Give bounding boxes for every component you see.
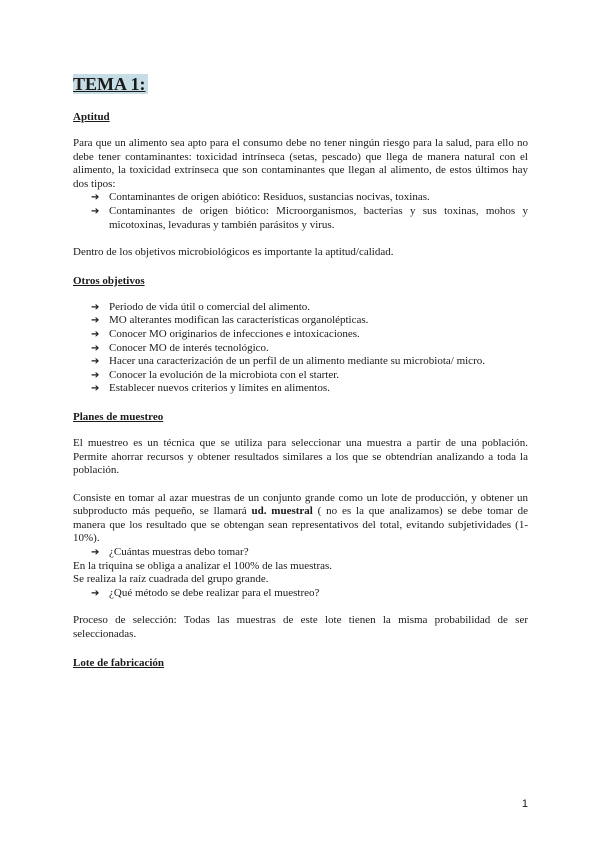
arrow-icon: ➔ — [91, 547, 100, 559]
list-item: ➔ Conocer MO de interés tecnológico. — [91, 341, 269, 354]
list-item: ➔ Contaminantes de origen biótico: Microorganismos, bacterias y sus toxinas, mohos y micotoxinas, levaduras y también parásitos y virus. — [91, 204, 528, 231]
section-heading-lote: Lote de fabricación — [73, 656, 165, 669]
list-item: ➔ Contaminantes de origen abiótico: Residuos, sustancias nocivas, toxinas. — [91, 191, 430, 204]
arrow-icon: ➔ — [91, 315, 100, 327]
planes-question-1 — [73, 546, 528, 560]
section-heading-planes: Planes de muestreo — [73, 410, 164, 423]
arrow-icon: ➔ — [91, 369, 100, 381]
planes-line-1: En la triquina se obliga a analizar el 100% de las muestras. — [73, 559, 333, 572]
aptitud-closing: Dentro de los objetivos microbiológicos es importante la aptitud/calidad. — [73, 246, 394, 259]
page-title: TEMA 1: — [73, 74, 146, 94]
otros-list — [73, 301, 528, 396]
arrow-icon: ➔ — [91, 587, 100, 599]
section-heading-otros: Otros objetivos — [73, 274, 145, 287]
list-item: ➔ Hacer una caracterización de un perfil de un alimento mediante su microbiota/ micro. — [91, 355, 485, 368]
section-heading-aptitud: Aptitud — [73, 111, 110, 123]
planes-line-2: Se realiza la raíz cuadrada del grupo grande. — [73, 573, 269, 586]
arrow-icon: ➔ — [91, 301, 100, 313]
arrow-icon: ➔ — [91, 356, 100, 368]
list-item: ➔ MO alterantes modifican las características organolépticas. — [91, 314, 369, 327]
list-item: ➔ ¿Cuántas muestras debo tomar? — [91, 546, 249, 559]
aptitud-paragraph: Para que un alimento sea apto para el consumo debe no tener ningún riesgo para la salud, para ello no debe tener contaminantes: toxicidad intrínseca (setas, pescado) que llega de manera natural con el alimento, la toxicidad extrínseca que son contaminantes que llegan al alimento, de estos últimos hay dos tipos: — [73, 137, 528, 190]
arrow-icon: ➔ — [91, 192, 100, 204]
arrow-icon: ➔ — [91, 205, 100, 217]
list-item: ➔ Conocer MO originarios de infecciones e intoxicaciones. — [91, 327, 360, 340]
aptitud-list — [73, 191, 528, 232]
list-item: ➔ Conocer la evolución de la microbiota con el starter. — [91, 368, 340, 381]
list-item: ➔ Establecer nuevos criterios y límites en alimentos. — [91, 382, 330, 395]
planes-question-2 — [73, 587, 528, 601]
planes-paragraph-3: Proceso de selección: Todas las muestras de este lote tienen la misma probabilidad de ser seleccionadas. — [73, 614, 528, 641]
planes-paragraph-2: Consiste en tomar al azar muestras de un conjunto grande como un lote de producción, y obtener un subproducto más pequeño, se llamará ud. muestral ( no es la que analizamos) se debe tomar de manera que los resultado que se obtengan sean representativos del total, evitando subjetividades (1-10%). — [73, 491, 528, 545]
list-item: ➔ ¿Qué método se debe realizar para el muestreo? — [91, 586, 320, 599]
arrow-icon: ➔ — [91, 383, 100, 395]
bold-term: ud. muestral — [251, 505, 313, 518]
arrow-icon: ➔ — [91, 328, 100, 340]
list-item: ➔ Periodo de vida útil o comercial del alimento. — [91, 300, 310, 313]
planes-paragraph-1: El muestreo es un técnica que se utiliza para seleccionar una muestra a partir de una población. Permite ahorrar recursos y obtener resultados similares a los que se obtendrían analizando a toda la población. — [73, 436, 528, 477]
arrow-icon: ➔ — [91, 342, 100, 354]
page-number: 1 — [521, 798, 528, 810]
